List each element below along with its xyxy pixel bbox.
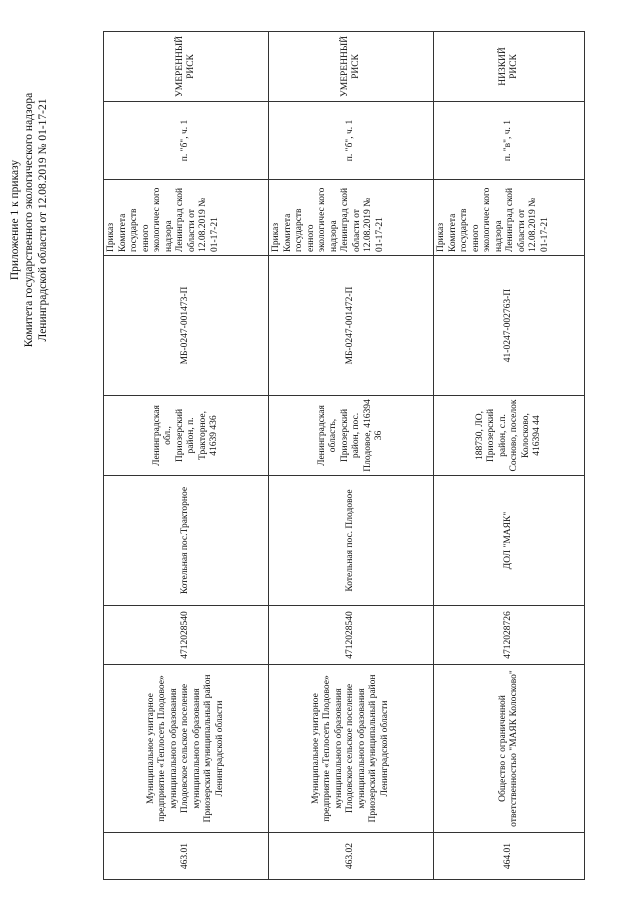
criterion: п. "в", ч. 1 <box>434 102 585 180</box>
caption-line-3: Ленинградской области от 12.08.2019 № 01-17-21 <box>37 98 49 342</box>
organization-name: Муниципальное унитарное предприятие «Теплосеть Плодовое» муниципального образования Плодовское сельское поселение муниципального образования Приозерский муниципальный район Ленинградской области <box>269 665 434 833</box>
criterion: п. "б", ч. 1 <box>269 102 434 180</box>
row-number: 463.01 <box>104 833 269 880</box>
decision-reference: Приказ Комитета государств енного экологичес кого надзора Ленинград ской области от 12.08.2019 № 01-17-21 <box>104 180 269 256</box>
decision-reference: Приказ Комитета государств енного экологичес кого надзора Ленинград ской области от 12.08.2019 № 01-17-21 <box>434 180 585 256</box>
inn-value: 4712028726 <box>434 606 585 665</box>
object-name: ДОЛ "МАЯК" <box>434 476 585 606</box>
caption-line-1: Приложение 1 к приказу <box>9 159 21 281</box>
inn-value: 4712028540 <box>269 606 434 665</box>
appendix-caption <box>8 20 50 420</box>
row-number: 463.02 <box>269 833 434 880</box>
object-address: 188730, ЛО, Приозерский район, с.п. Сосново, поселок Колосково, 416394 44 <box>434 396 585 476</box>
inn-value: 4712028540 <box>104 606 269 665</box>
decision-reference: Приказ Комитета государств енного экологичес кого надзора Ленинград ской области от 12.08.2019 № 01-17-21 <box>269 180 434 256</box>
object-address: Ленинградская область, Приозерский район, пос. Плодовое, 416394 36 <box>269 396 434 476</box>
table-row <box>269 32 434 880</box>
object-address: Ленинградская обл., Приозерский район, п. Тракторное, 41639 436 <box>104 396 269 476</box>
table-row <box>434 32 585 880</box>
object-name: Котельная пос. Плодовое <box>269 476 434 606</box>
organization-name: Общество с ограниченной ответственностью "МАЯК Колосково" <box>434 665 585 833</box>
criterion: п. "б", ч. 1 <box>104 102 269 180</box>
object-code: МБ-0247-001473-П <box>104 256 269 396</box>
risk-category: УМЕРЕННЫЙ РИСК <box>104 32 269 102</box>
row-number: 464.01 <box>434 833 585 880</box>
risk-register-table <box>103 31 585 880</box>
table-row <box>104 32 269 880</box>
organization-name: Муниципальное унитарное предприятие «Теплосеть Плодовое» муниципального образования Плодовское сельское поселение муниципального образования Приозерский муниципальный район Ленинградской области <box>104 665 269 833</box>
risk-category: НИЗКИЙ РИСК <box>434 32 585 102</box>
risk-category: УМЕРЕННЫЙ РИСК <box>269 32 434 102</box>
caption-line-2: Комитета государственного экологического надзора <box>23 92 35 348</box>
object-code: МБ-0247-001472-П <box>269 256 434 396</box>
object-name: Котельная пос.Тракторное <box>104 476 269 606</box>
object-code: 41-0247-002763-П <box>434 256 585 396</box>
